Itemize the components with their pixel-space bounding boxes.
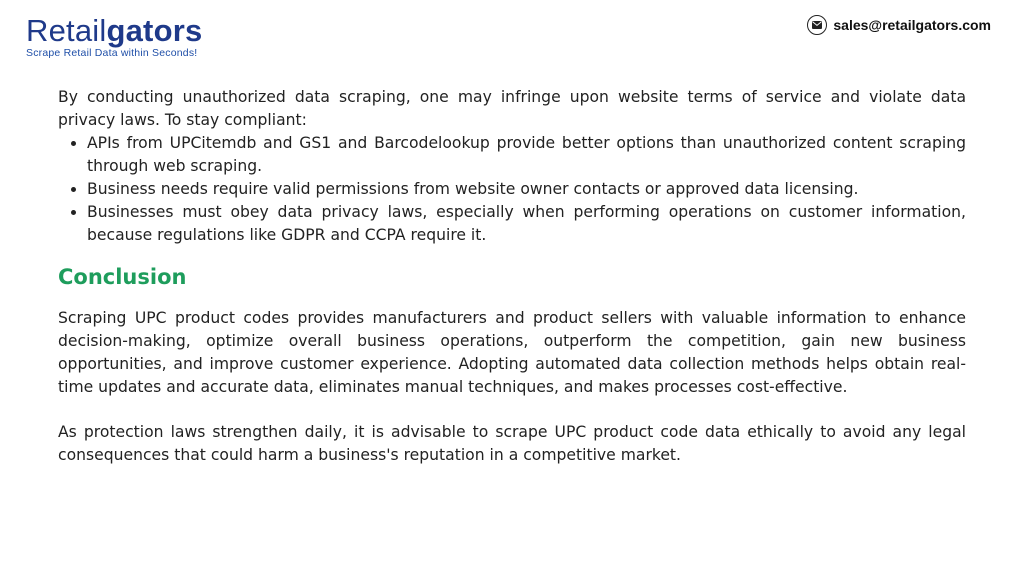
list-item: • APIs from UPCitemdb and GS1 and Barcodelookup provide better options than unauthorized content scraping through web scraping. xyxy=(87,132,966,178)
mail-icon xyxy=(807,15,827,35)
list-item: • Businesses must obey data privacy laws, especially when performing operations on customer information, because regulations like GDPR and CCPA require it. xyxy=(87,201,966,247)
logo-tagline: Scrape Retail Data within Seconds! xyxy=(26,47,198,59)
email-link[interactable]: sales@retailgators.com xyxy=(833,17,991,33)
logo-part1: Retail xyxy=(26,13,107,48)
conclusion-paragraph-1: Scraping UPC product codes provides manufacturers and product sellers with valuable information to enhance decision-making, optimize overall business operations, outperform the competition, gain new business opportunities, and improve customer experience. Adopting automated data collection methods helps obtain real-time updates and accurate data, eliminates manual techniques, and makes processes cost-effective. xyxy=(58,309,966,396)
intro-paragraph: By conducting unauthorized data scraping, one may infringe upon website terms of service and violate data privacy laws. To stay compliant: xyxy=(58,88,966,129)
logo-part2: gators xyxy=(106,13,203,48)
compliance-list xyxy=(58,132,966,247)
conclusion-heading: Conclusion xyxy=(58,265,187,289)
conclusion-paragraph-2: As protection laws strengthen daily, it is advisable to scrape UPC product code data ethically to avoid any legal consequences that could harm a business's reputation in a competitive market. xyxy=(58,423,966,464)
logo-wordmark xyxy=(26,14,202,48)
contact-email[interactable] xyxy=(807,15,991,35)
article-body xyxy=(58,86,966,467)
logo[interactable] xyxy=(26,14,202,59)
list-item: • Business needs require valid permissions from website owner contacts or approved data licensing. xyxy=(87,178,966,201)
